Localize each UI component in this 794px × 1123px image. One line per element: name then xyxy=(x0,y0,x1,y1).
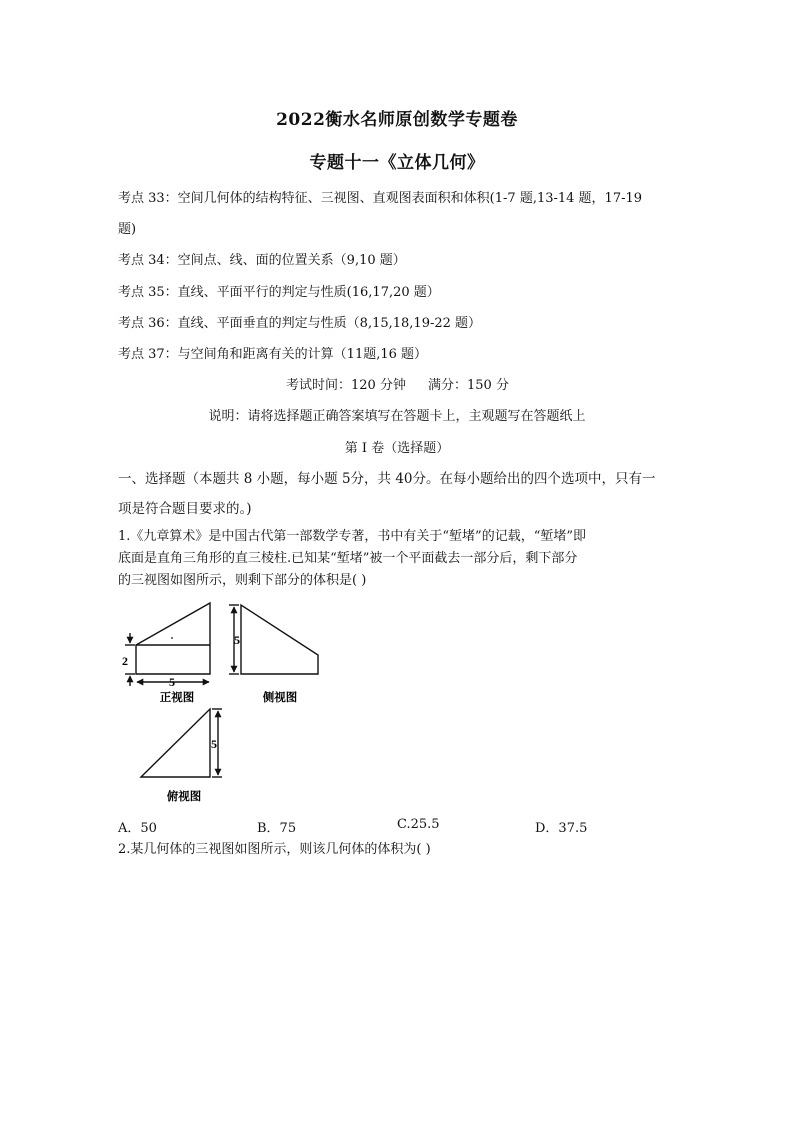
side-view xyxy=(229,605,318,674)
section-heading-cont: 项是符合题目要求的。) xyxy=(118,501,252,517)
exam-score: 满分：150 分 xyxy=(428,378,509,393)
side-dim-5-label: 5 xyxy=(234,633,240,647)
top-view-outline xyxy=(141,709,210,777)
question-2-line-1: 2.某几何体的三视图如图所示，则该几何体的体积为( ) xyxy=(118,842,431,857)
question-1-line-1: 1.《九章算术》是中国古代第一部数学专著，书中有关于“堑堵”的记载，“堑堵”即 xyxy=(118,529,586,544)
question-1-line-2: 底面是直角三角形的直三棱柱.已知某“堑堵”被一个平面截去一部分后，剩下部分 xyxy=(118,551,578,566)
exam-title: 2022衡水名师原创数学专题卷 xyxy=(276,110,518,130)
question-1-line-3: 的三视图如图所示，则剩下部分的体积是( ) xyxy=(118,573,367,588)
exam-subtitle: 专题十一《立体几何》 xyxy=(309,153,485,173)
exam-point-33: 考点 33：空间几何体的结构特征、三视图、直观图表面积和体积(1-7 题,13-14 题，17-19 xyxy=(118,191,643,206)
option-d: D．37.5 xyxy=(535,821,588,836)
option-a: A．50 xyxy=(118,821,157,836)
exam-point-33-cont: 题) xyxy=(118,222,137,237)
option-b: B．75 xyxy=(257,821,297,836)
section-heading: 一、选择题（本题共 8 小题，每小题 5分，共 40分。在每小题给出的四个选项中，只有一 xyxy=(118,471,656,487)
side-view-outline xyxy=(241,605,318,674)
option-c: C.25.5 xyxy=(397,817,440,832)
exam-note: 说明：请将选择题正确答案填写在答题卡上，主观题写在答题纸上 xyxy=(208,409,586,424)
front-view-outline xyxy=(136,603,210,674)
front-view-caption: 正视图 xyxy=(159,692,195,704)
front-dim-5-label: 5 xyxy=(169,675,175,689)
front-view-dot xyxy=(171,637,173,639)
side-view-caption: 侧视图 xyxy=(262,692,298,704)
exam-point-34: 考点 34：空间点、线、面的位置关系（9,10 题） xyxy=(118,253,406,268)
top-view-caption: 俯视图 xyxy=(166,791,202,803)
top-view xyxy=(141,709,222,777)
exam-point-37: 考点 37：与空间角和距离有关的计算（11题,16 题） xyxy=(118,347,428,362)
front-dim-2-label: 2 xyxy=(122,654,128,668)
exam-point-35: 考点 35：直线、平面平行的判定与性质(16,17,20 题） xyxy=(118,285,440,300)
three-view-figure xyxy=(110,595,340,810)
top-dim-5-label: 5 xyxy=(211,737,217,751)
exam-time: 考试时间：120 分钟 xyxy=(286,378,406,393)
volume-heading: 第 I 卷（选择题） xyxy=(344,441,450,456)
front-view xyxy=(125,603,210,686)
exam-point-36: 考点 36：直线、平面垂直的判定与性质（8,15,18,19-22 题） xyxy=(118,316,482,331)
